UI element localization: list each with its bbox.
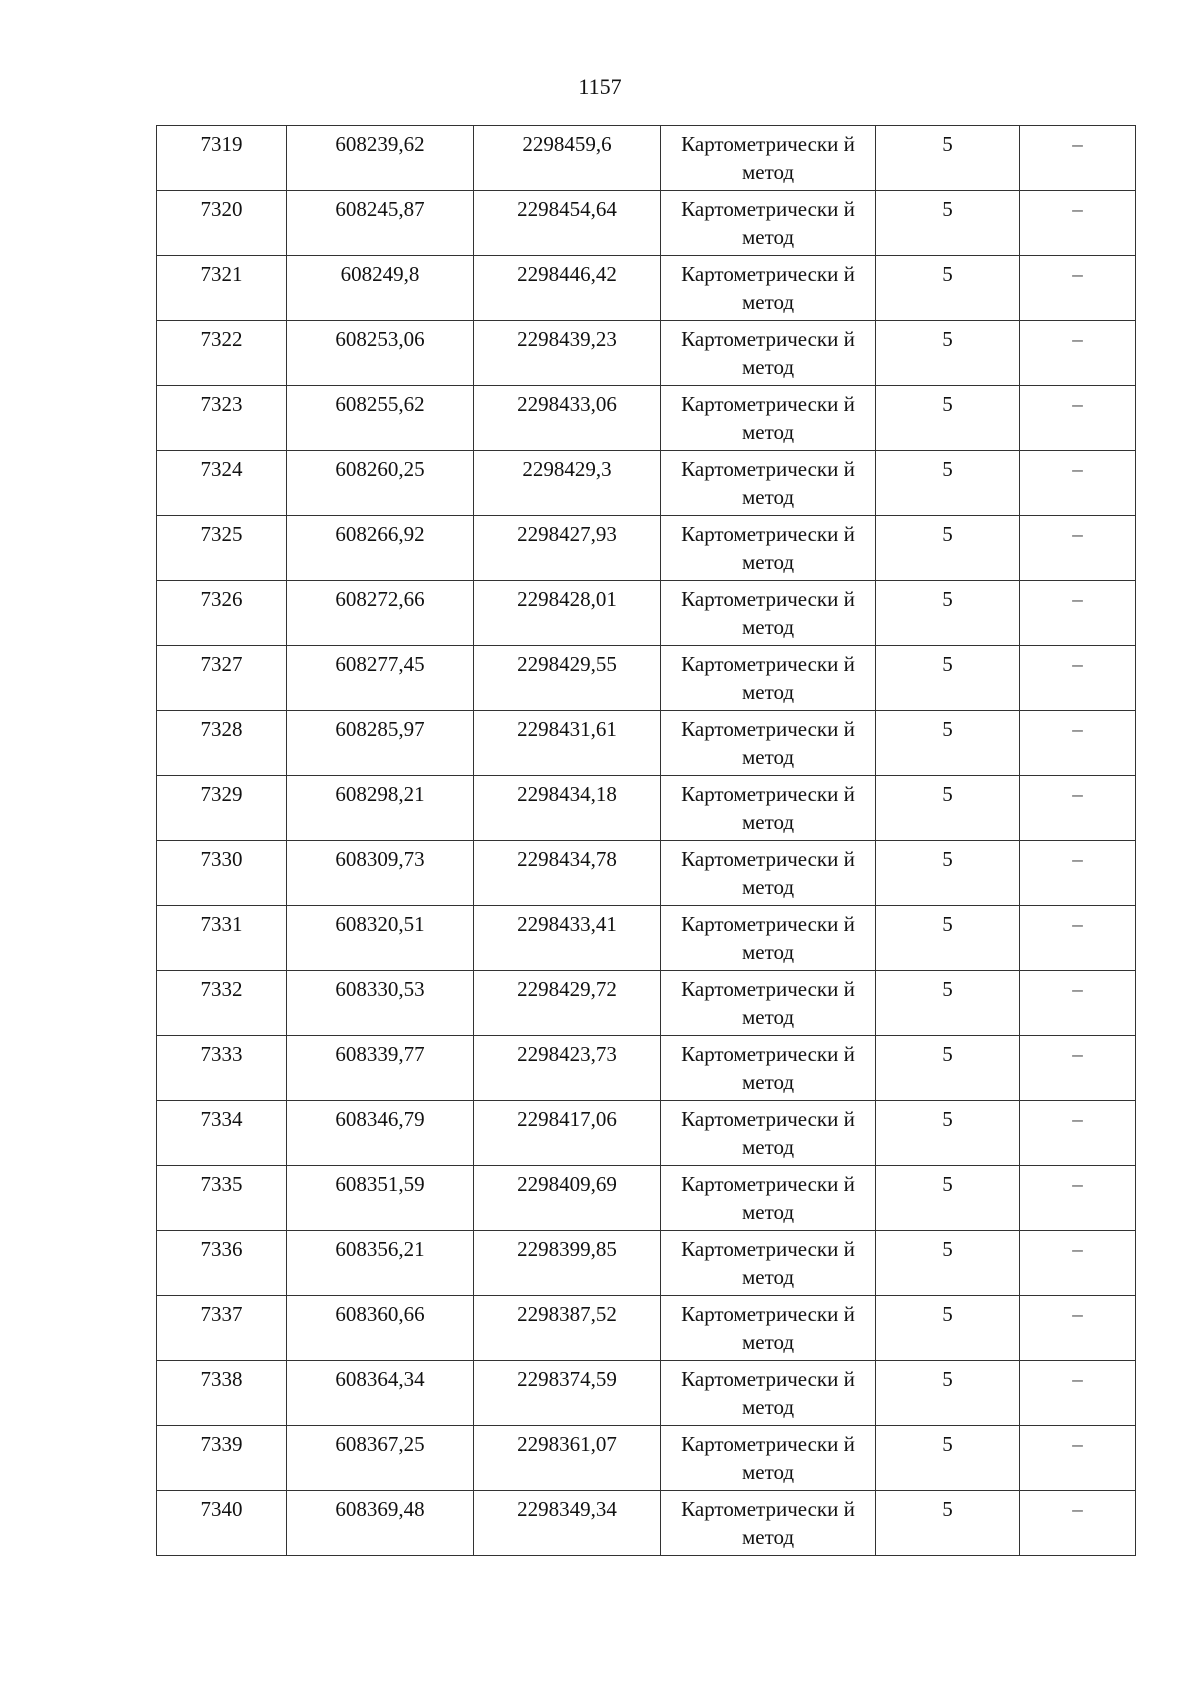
- table-row: [157, 971, 1136, 1036]
- accuracy-cell: 5: [876, 256, 1020, 321]
- method-cell: Картометрически й метод: [661, 646, 876, 711]
- accuracy-cell: 5: [876, 386, 1020, 451]
- y-coordinate-cell: 2298374,59: [474, 1361, 661, 1426]
- method-cell: Картометрически й метод: [661, 451, 876, 516]
- table-row: [157, 386, 1136, 451]
- note-cell: –: [1020, 1426, 1136, 1491]
- accuracy-cell: 5: [876, 1491, 1020, 1556]
- y-coordinate-cell: 2298387,52: [474, 1296, 661, 1361]
- method-cell: Картометрически й метод: [661, 1426, 876, 1491]
- point-number-cell: 7319: [157, 126, 287, 191]
- note-cell: –: [1020, 1036, 1136, 1101]
- method-cell: Картометрически й метод: [661, 386, 876, 451]
- point-number-cell: 7328: [157, 711, 287, 776]
- point-number-cell: 7334: [157, 1101, 287, 1166]
- table-row: [157, 191, 1136, 256]
- accuracy-cell: 5: [876, 451, 1020, 516]
- point-number-cell: 7339: [157, 1426, 287, 1491]
- accuracy-cell: 5: [876, 1101, 1020, 1166]
- point-number-cell: 7323: [157, 386, 287, 451]
- y-coordinate-cell: 2298429,3: [474, 451, 661, 516]
- y-coordinate-cell: 2298439,23: [474, 321, 661, 386]
- table-row: [157, 1491, 1136, 1556]
- note-cell: –: [1020, 1166, 1136, 1231]
- table-row: [157, 451, 1136, 516]
- x-coordinate-cell: 608346,79: [287, 1101, 474, 1166]
- note-cell: –: [1020, 321, 1136, 386]
- note-cell: –: [1020, 1296, 1136, 1361]
- note-cell: –: [1020, 1101, 1136, 1166]
- y-coordinate-cell: 2298454,64: [474, 191, 661, 256]
- table-row: [157, 906, 1136, 971]
- accuracy-cell: 5: [876, 1036, 1020, 1101]
- method-cell: Картометрически й метод: [661, 191, 876, 256]
- note-cell: –: [1020, 581, 1136, 646]
- note-cell: –: [1020, 1361, 1136, 1426]
- note-cell: –: [1020, 711, 1136, 776]
- point-number-cell: 7322: [157, 321, 287, 386]
- note-cell: –: [1020, 841, 1136, 906]
- x-coordinate-cell: 608367,25: [287, 1426, 474, 1491]
- method-cell: Картометрически й метод: [661, 711, 876, 776]
- x-coordinate-cell: 608260,25: [287, 451, 474, 516]
- x-coordinate-cell: 608369,48: [287, 1491, 474, 1556]
- x-coordinate-cell: 608320,51: [287, 906, 474, 971]
- point-number-cell: 7338: [157, 1361, 287, 1426]
- x-coordinate-cell: 608339,77: [287, 1036, 474, 1101]
- x-coordinate-cell: 608255,62: [287, 386, 474, 451]
- x-coordinate-cell: 608277,45: [287, 646, 474, 711]
- method-cell: Картометрически й метод: [661, 1361, 876, 1426]
- x-coordinate-cell: 608330,53: [287, 971, 474, 1036]
- point-number-cell: 7325: [157, 516, 287, 581]
- y-coordinate-cell: 2298434,78: [474, 841, 661, 906]
- method-cell: Картометрически й метод: [661, 906, 876, 971]
- note-cell: –: [1020, 386, 1136, 451]
- table-row: [157, 711, 1136, 776]
- accuracy-cell: 5: [876, 1361, 1020, 1426]
- y-coordinate-cell: 2298431,61: [474, 711, 661, 776]
- accuracy-cell: 5: [876, 1296, 1020, 1361]
- table-row: [157, 256, 1136, 321]
- point-number-cell: 7329: [157, 776, 287, 841]
- note-cell: –: [1020, 126, 1136, 191]
- accuracy-cell: 5: [876, 711, 1020, 776]
- point-number-cell: 7336: [157, 1231, 287, 1296]
- point-number-cell: 7333: [157, 1036, 287, 1101]
- method-cell: Картометрически й метод: [661, 1101, 876, 1166]
- point-number-cell: 7326: [157, 581, 287, 646]
- coordinates-table-body: [157, 126, 1136, 1556]
- method-cell: Картометрически й метод: [661, 256, 876, 321]
- y-coordinate-cell: 2298434,18: [474, 776, 661, 841]
- accuracy-cell: 5: [876, 1166, 1020, 1231]
- point-number-cell: 7331: [157, 906, 287, 971]
- note-cell: –: [1020, 646, 1136, 711]
- method-cell: Картометрически й метод: [661, 1231, 876, 1296]
- x-coordinate-cell: 608364,34: [287, 1361, 474, 1426]
- x-coordinate-cell: 608253,06: [287, 321, 474, 386]
- x-coordinate-cell: 608239,62: [287, 126, 474, 191]
- table-row: [157, 1166, 1136, 1231]
- note-cell: –: [1020, 971, 1136, 1036]
- accuracy-cell: 5: [876, 971, 1020, 1036]
- x-coordinate-cell: 608298,21: [287, 776, 474, 841]
- table-row: [157, 841, 1136, 906]
- x-coordinate-cell: 608245,87: [287, 191, 474, 256]
- x-coordinate-cell: 608351,59: [287, 1166, 474, 1231]
- accuracy-cell: 5: [876, 321, 1020, 386]
- accuracy-cell: 5: [876, 516, 1020, 581]
- table-row: [157, 1296, 1136, 1361]
- point-number-cell: 7335: [157, 1166, 287, 1231]
- y-coordinate-cell: 2298428,01: [474, 581, 661, 646]
- note-cell: –: [1020, 451, 1136, 516]
- method-cell: Картометрически й метод: [661, 1491, 876, 1556]
- accuracy-cell: 5: [876, 191, 1020, 256]
- y-coordinate-cell: 2298446,42: [474, 256, 661, 321]
- table-row: [157, 126, 1136, 191]
- y-coordinate-cell: 2298409,69: [474, 1166, 661, 1231]
- table-row: [157, 1101, 1136, 1166]
- note-cell: –: [1020, 1231, 1136, 1296]
- y-coordinate-cell: 2298459,6: [474, 126, 661, 191]
- note-cell: –: [1020, 516, 1136, 581]
- table-row: [157, 1426, 1136, 1491]
- point-number-cell: 7340: [157, 1491, 287, 1556]
- accuracy-cell: 5: [876, 906, 1020, 971]
- table-row: [157, 516, 1136, 581]
- y-coordinate-cell: 2298429,72: [474, 971, 661, 1036]
- point-number-cell: 7320: [157, 191, 287, 256]
- x-coordinate-cell: 608272,66: [287, 581, 474, 646]
- method-cell: Картометрически й метод: [661, 581, 876, 646]
- method-cell: Картометрически й метод: [661, 971, 876, 1036]
- y-coordinate-cell: 2298361,07: [474, 1426, 661, 1491]
- y-coordinate-cell: 2298417,06: [474, 1101, 661, 1166]
- accuracy-cell: 5: [876, 776, 1020, 841]
- point-number-cell: 7321: [157, 256, 287, 321]
- note-cell: –: [1020, 256, 1136, 321]
- method-cell: Картометрически й метод: [661, 1296, 876, 1361]
- method-cell: Картометрически й метод: [661, 776, 876, 841]
- point-number-cell: 7337: [157, 1296, 287, 1361]
- y-coordinate-cell: 2298433,41: [474, 906, 661, 971]
- method-cell: Картометрически й метод: [661, 841, 876, 906]
- x-coordinate-cell: 608360,66: [287, 1296, 474, 1361]
- x-coordinate-cell: 608266,92: [287, 516, 474, 581]
- method-cell: Картометрически й метод: [661, 1166, 876, 1231]
- table-row: [157, 581, 1136, 646]
- coordinates-table: [156, 125, 1136, 1556]
- x-coordinate-cell: 608356,21: [287, 1231, 474, 1296]
- table-row: [157, 321, 1136, 386]
- method-cell: Картометрически й метод: [661, 126, 876, 191]
- accuracy-cell: 5: [876, 581, 1020, 646]
- x-coordinate-cell: 608249,8: [287, 256, 474, 321]
- accuracy-cell: 5: [876, 646, 1020, 711]
- method-cell: Картометрически й метод: [661, 1036, 876, 1101]
- table-row: [157, 1361, 1136, 1426]
- y-coordinate-cell: 2298433,06: [474, 386, 661, 451]
- y-coordinate-cell: 2298399,85: [474, 1231, 661, 1296]
- note-cell: –: [1020, 191, 1136, 256]
- point-number-cell: 7332: [157, 971, 287, 1036]
- table-row: [157, 646, 1136, 711]
- y-coordinate-cell: 2298423,73: [474, 1036, 661, 1101]
- y-coordinate-cell: 2298427,93: [474, 516, 661, 581]
- point-number-cell: 7327: [157, 646, 287, 711]
- accuracy-cell: 5: [876, 1426, 1020, 1491]
- accuracy-cell: 5: [876, 1231, 1020, 1296]
- y-coordinate-cell: 2298349,34: [474, 1491, 661, 1556]
- method-cell: Картометрически й метод: [661, 321, 876, 386]
- note-cell: –: [1020, 906, 1136, 971]
- accuracy-cell: 5: [876, 126, 1020, 191]
- method-cell: Картометрически й метод: [661, 516, 876, 581]
- x-coordinate-cell: 608309,73: [287, 841, 474, 906]
- note-cell: –: [1020, 1491, 1136, 1556]
- table-row: [157, 1231, 1136, 1296]
- note-cell: –: [1020, 776, 1136, 841]
- accuracy-cell: 5: [876, 841, 1020, 906]
- point-number-cell: 7330: [157, 841, 287, 906]
- x-coordinate-cell: 608285,97: [287, 711, 474, 776]
- y-coordinate-cell: 2298429,55: [474, 646, 661, 711]
- point-number-cell: 7324: [157, 451, 287, 516]
- table-row: [157, 1036, 1136, 1101]
- table-row: [157, 776, 1136, 841]
- page-number: 1157: [578, 74, 622, 99]
